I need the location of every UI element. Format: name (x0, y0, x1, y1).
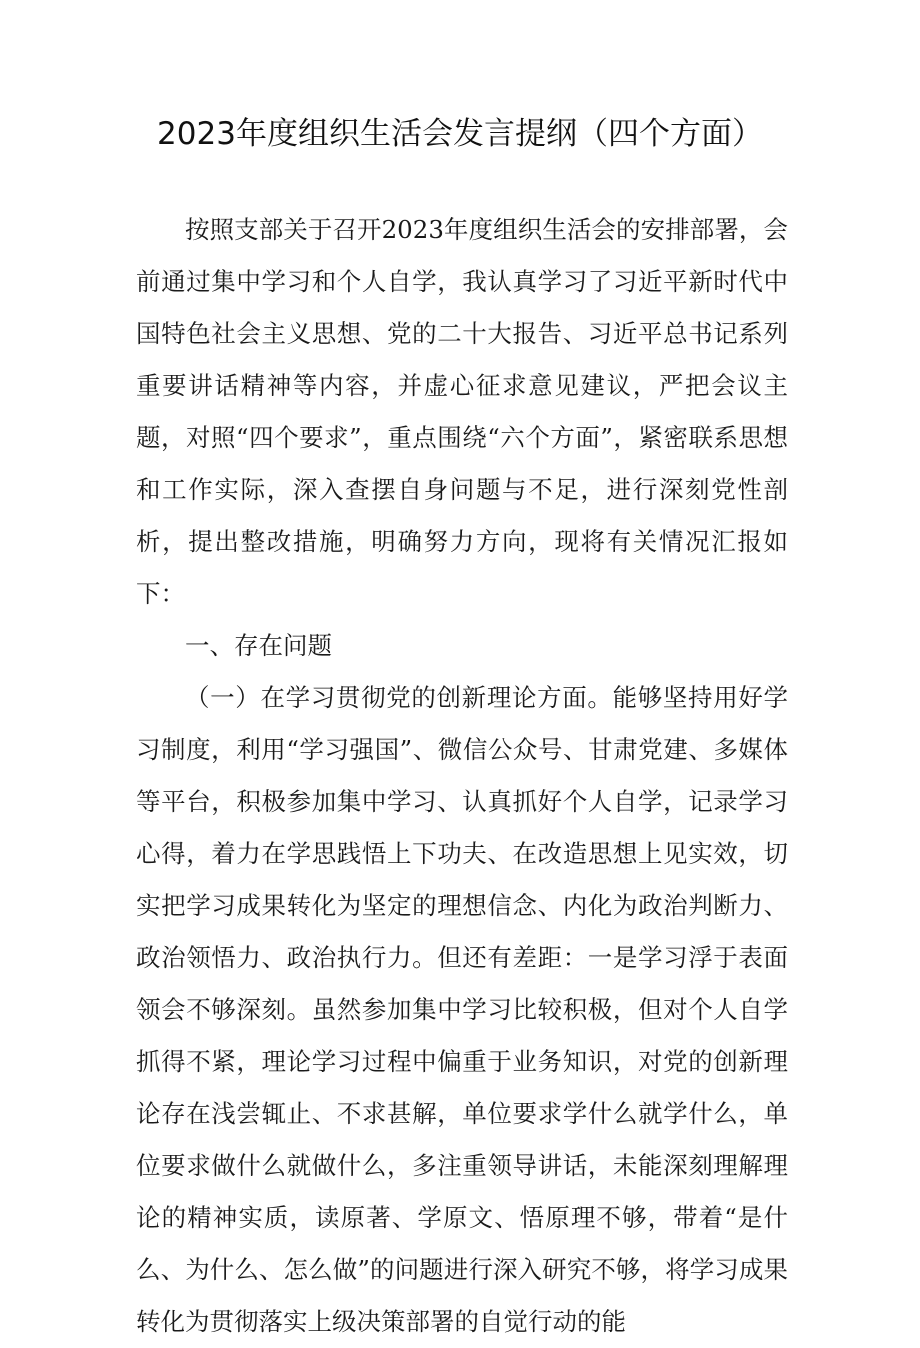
intro-paragraph: 按照支部关于召开2023年度组织生活会的安排部署，会前通过集中学习和个人自学，我认真学习了习近平新时代中国特色社会主义思想、党的二十大报告、习近平总书记系列重要讲话精神等内容，并虚心征求意见建议，严把会议主题，对照“四个要求”，重点围绕“六个方面”，紧密联系思想和工作实际，深入查摆自身问题与不足，进行深刻党性剖析，提出整改措施，明确努力方向，现将有关情况汇报如下： (136, 215, 788, 608)
document-title: 2023年度组织生活会发言提纲（四个方面） (157, 116, 763, 152)
document-body (136, 204, 788, 1348)
item-1-paragraph: （一）在学习贯彻党的创新理论方面。能够坚持用好学习制度，利用“学习强国”、微信公众号、甘肃党建、多媒体等平台，积极参加集中学习、认真抓好个人自学，记录学习心得，着力在学思践悟上下功夫、在改造思想上见实效，切实把学习成果转化为坚定的理想信念、内化为政治判断力、政治领悟力、政治执行力。但还有差距：一是学习浮于表面领会不够深刻。虽然参加集中学习比较积极，但对个人自学抓得不紧，理论学习过程中偏重于业务知识，对党的创新理论存在浅尝辄止、不求甚解，单位要求学什么就学什么，单位要求做什么就做什么，多注重领导讲话，未能深刻理解理论的精神实质，读原著、学原文、悟原理不够，带着“是什么、为什么、怎么做”的问题进行深入研究不够，将学习成果转化为贯彻落实上级决策部署的自觉行动的能 (136, 683, 788, 1336)
section-heading-problems: 一、存在问题 (185, 631, 332, 660)
